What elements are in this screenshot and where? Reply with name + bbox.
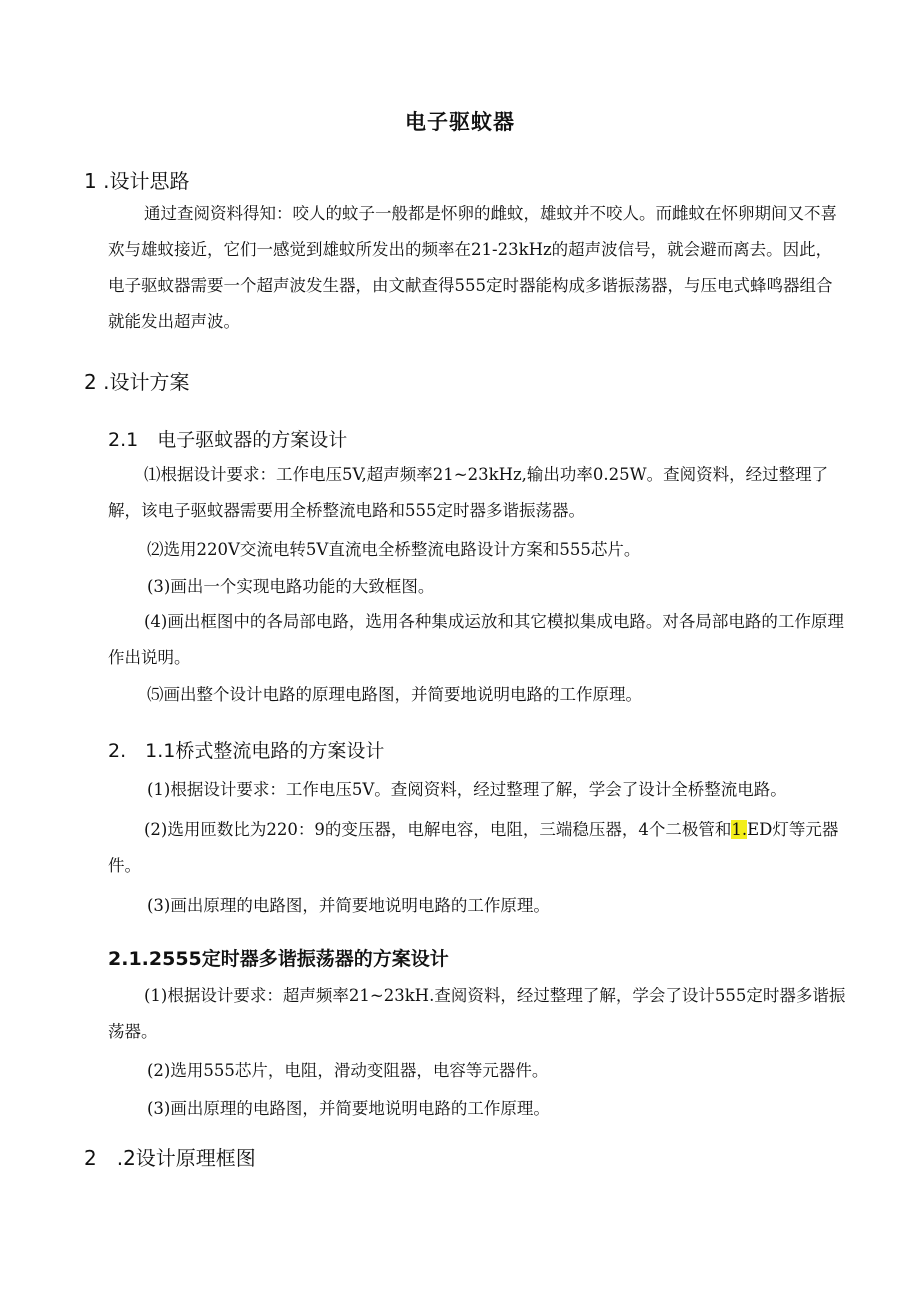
section-2-1-1-item-2	[108, 812, 848, 884]
section-2-1-2-heading: 2.1.2555定时器多谐振荡器的方案设计	[108, 948, 449, 970]
section-2-1-item-5: ⑸画出整个设计电路的原理电路图，并简要地说明电路的工作原理。	[147, 685, 642, 704]
section-2-1-2-item-2: (2)选用555芯片，电阻，滑动变阻器，电容等元器件。	[147, 1061, 549, 1080]
document-title: 电子驱蚊器	[405, 110, 515, 134]
section-2-2-heading: 2 .2设计原理框图	[84, 1146, 256, 1170]
section-2-1-2-item-3: (3)画出原理的电路图，并简要地说明电路的工作原理。	[147, 1099, 550, 1118]
section-1-paragraph: 通过查阅资料得知：咬人的蚊子一般都是怀卵的雌蚊，雄蚊并不咬人。而雌蚊在怀卵期间又不喜欢与雄蚊接近，它们一感觉到雄蚊所发出的频率在21-23kHz的超声波信号，就会避而离去。因此，电子驱蚊器需要一个超声波发生器，由文献查得555定时器能构成多谐振荡器，与压电式蜂鸣器组合就能发出超声波。	[108, 204, 837, 331]
section-2-1-item-4: (4)画出框图中的各局部电路，选用各种集成运放和其它模拟集成电路。对各局部电路的工作原理作出说明。	[108, 612, 844, 667]
section-2-heading: 2 .设计方案	[84, 370, 190, 394]
section-2-1-1-item-1: (1)根据设计要求：工作电压5V。查阅资料，经过整理了解，学会了设计全桥整流电路。	[147, 780, 787, 799]
section-2-1-1-item-3: (3)画出原理的电路图，并简要地说明电路的工作原理。	[147, 896, 550, 915]
highlighted-text: 1.	[731, 820, 748, 839]
section-2-1-2-item-1: (1)根据设计要求：超声频率21~23kH.查阅资料，经过整理了解，学会了设计555定时器多谐振荡器。	[108, 986, 846, 1041]
section-2-1-item-1: ⑴根据设计要求：工作电压5V,超声频率21~23kHz,输出功率0.25W。查阅资料，经过整理了解，该电子驱蚊器需要用全桥整流电路和555定时器多谐振荡器。	[108, 465, 829, 520]
section-2-1-1-heading: 2. 1.1桥式整流电路的方案设计	[108, 740, 385, 762]
item-2-text-end: ED灯等元器件。	[108, 820, 839, 875]
item-2-text-start: (2)选用匝数比为220：9的变压器，电解电容，电阻，三端稳压器，4个二极管和	[144, 820, 732, 839]
section-2-1-heading: 2.1 电子驱蚊器的方案设计	[108, 429, 348, 451]
section-2-1-item-3: (3)画出一个实现电路功能的大致框图。	[147, 577, 435, 596]
section-1-heading: 1 .设计思路	[84, 169, 190, 193]
section-2-1-item-2: ⑵选用220V交流电转5V直流电全桥整流电路设计方案和555芯片。	[147, 540, 641, 559]
